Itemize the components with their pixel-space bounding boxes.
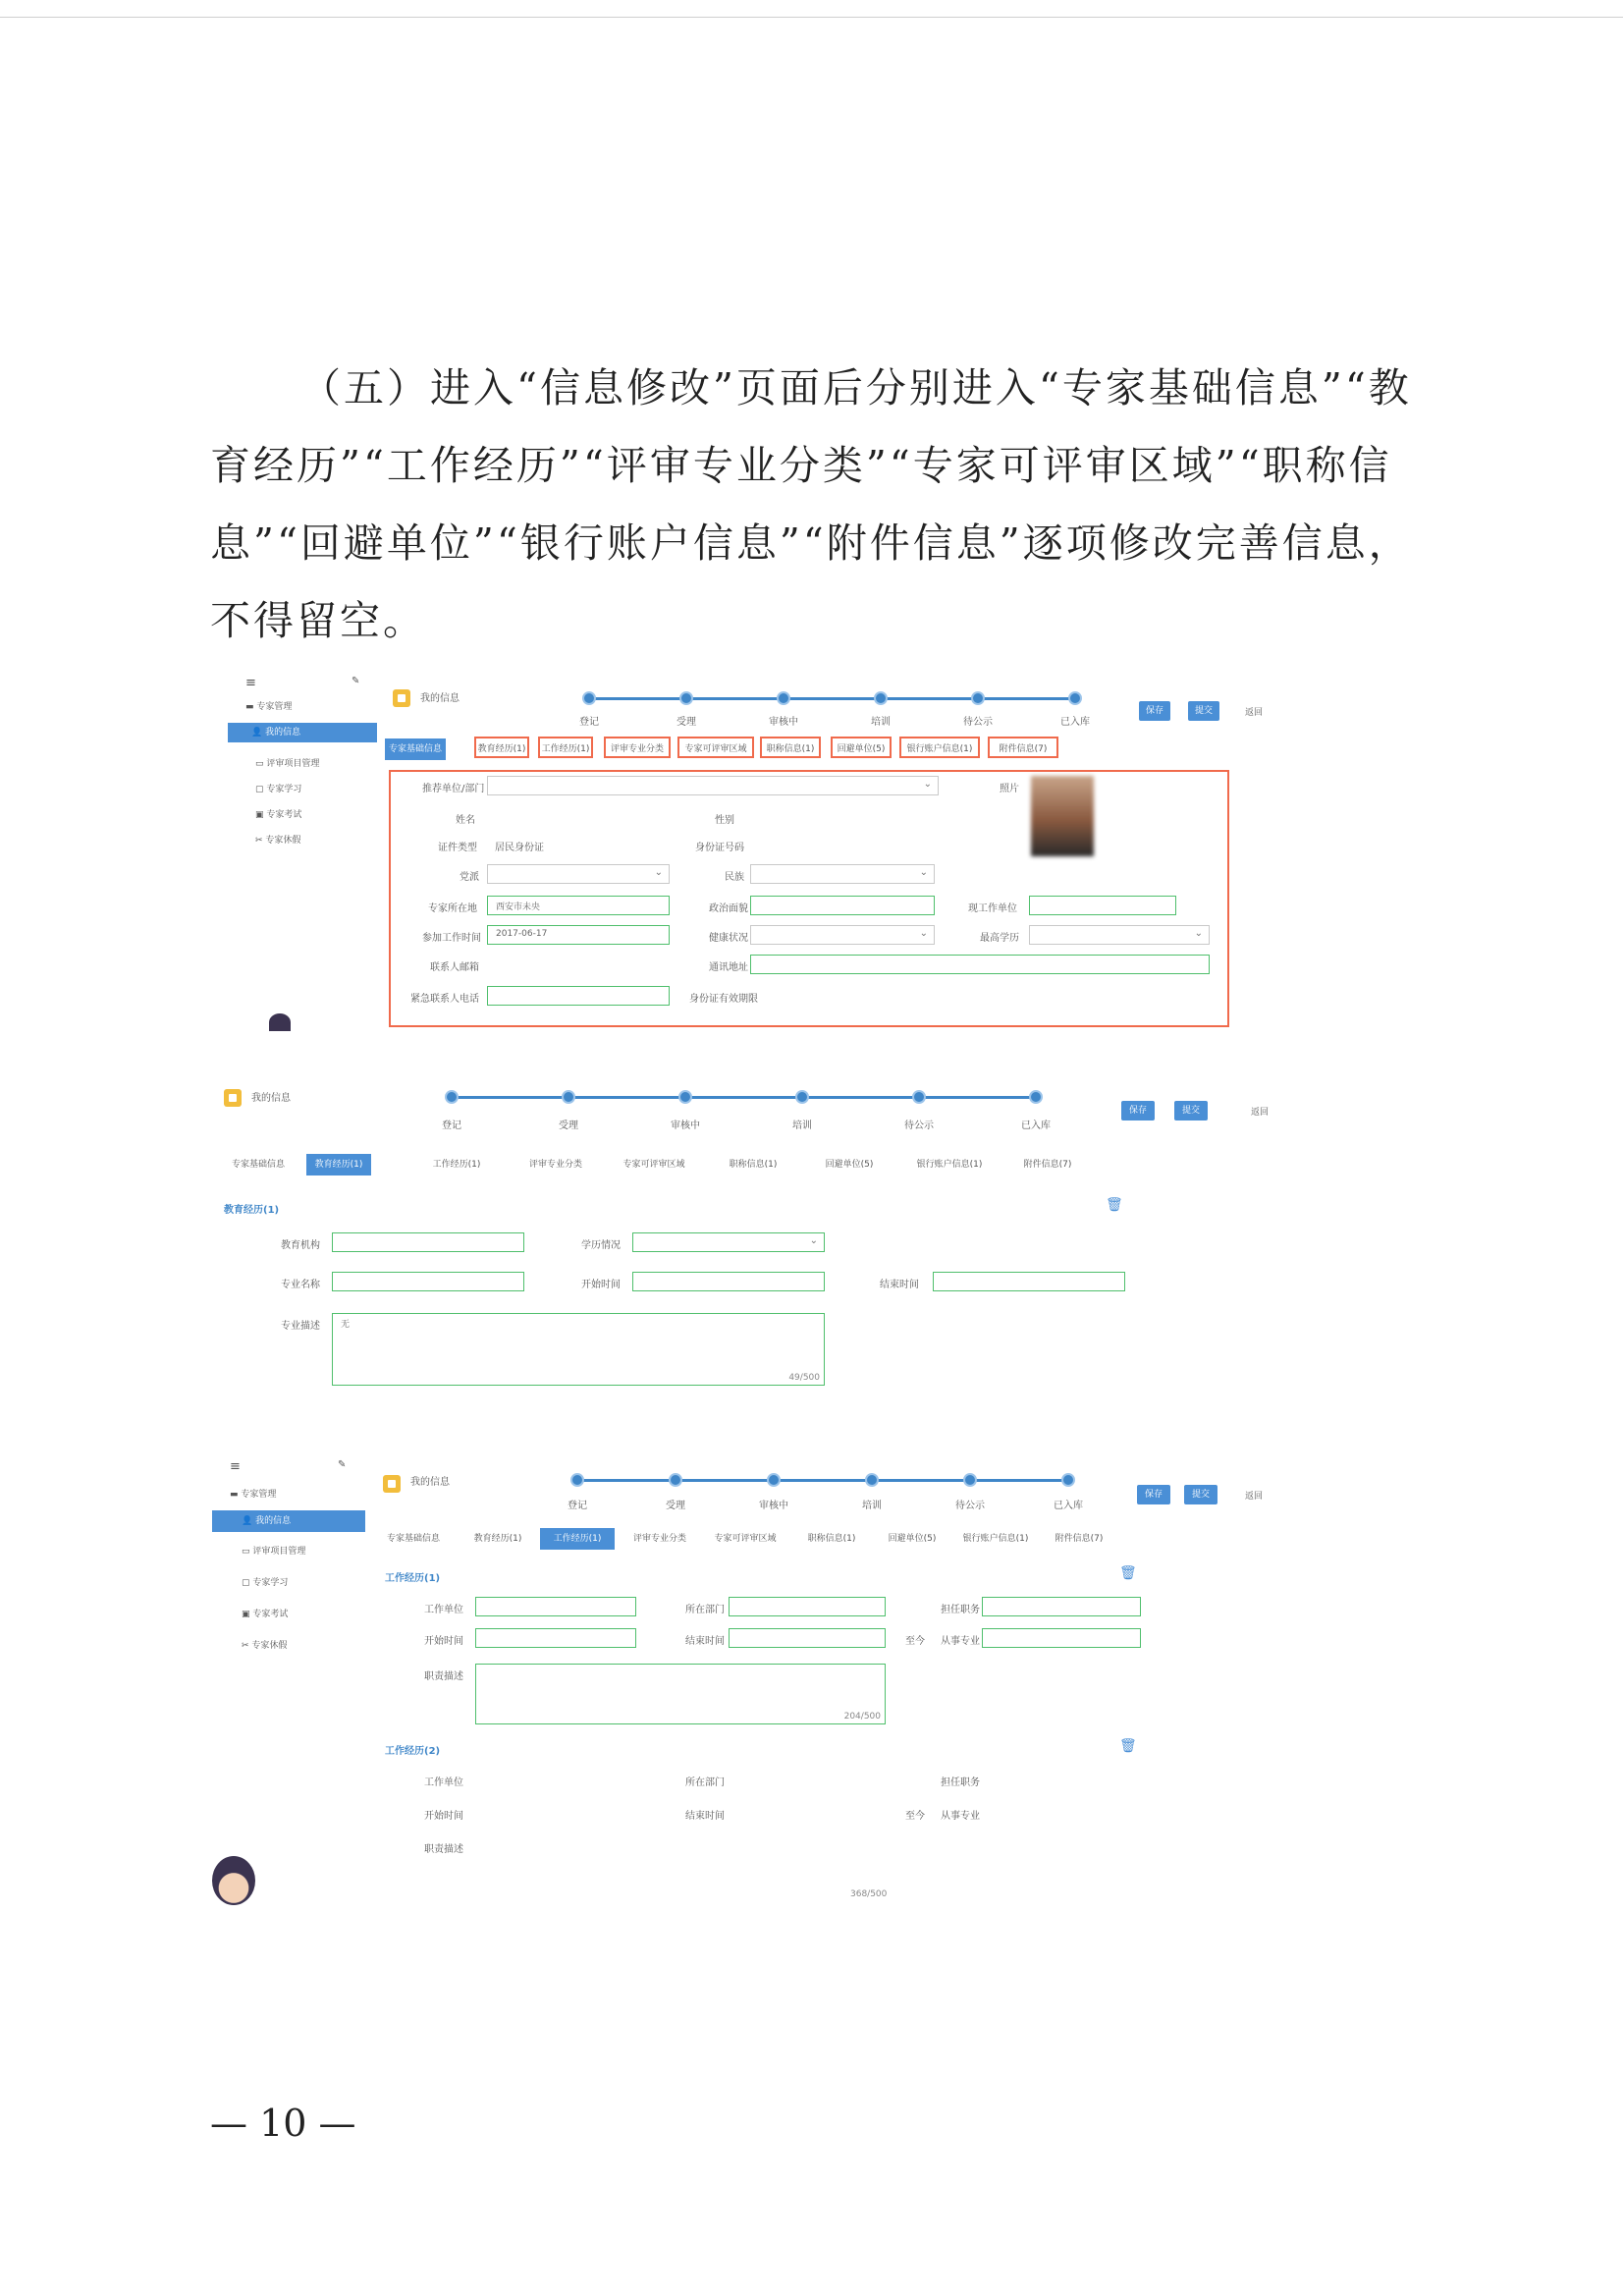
instruction-paragraph	[210, 350, 1428, 660]
submit-button[interactable]: 提交	[1184, 1485, 1217, 1504]
sidebar-item-study[interactable]: ▢ 专家学习	[255, 785, 302, 794]
screenshot-basic-info	[224, 668, 1274, 1031]
app-logo-icon	[224, 1089, 242, 1107]
step-label: 审核中	[759, 1501, 788, 1511]
save-button[interactable]: 保存	[1121, 1101, 1155, 1121]
tab-review-category[interactable]: 评审专业分类	[604, 737, 671, 758]
label-start: 开始时间	[424, 1811, 463, 1822]
tab-attachments[interactable]: 附件信息(7)	[1055, 1534, 1104, 1544]
back-button[interactable]: 返回	[1245, 1492, 1264, 1502]
step-label: 受理	[676, 717, 696, 728]
screenshot-education	[224, 1075, 1274, 1390]
step-dot-3	[777, 691, 790, 705]
step-dot-5	[971, 691, 985, 705]
label-start: 开始时间	[424, 1636, 463, 1647]
page-number: — 10 —	[210, 2102, 356, 2145]
header-title: 我的信息	[251, 1093, 291, 1104]
progress-track	[589, 697, 1077, 700]
step-label: 已入库	[1060, 717, 1090, 728]
tab-review-area[interactable]: 专家可评审区域	[677, 737, 754, 758]
sidebar-item-my-info[interactable]: 👤 我的信息	[212, 1510, 365, 1532]
label-id-type: 证件类型	[438, 843, 477, 853]
label-start: 开始时间	[581, 1280, 621, 1290]
label-end: 结束时间	[685, 1811, 725, 1822]
label-email: 联系人邮箱	[430, 962, 479, 973]
tab-bank-account[interactable]: 银行账户信息(1)	[916, 1160, 983, 1170]
degree-select[interactable]	[632, 1232, 825, 1252]
step-label: 待公示	[955, 1501, 985, 1511]
tab-basic-info[interactable]: 专家基础信息	[386, 1534, 440, 1544]
label-photo: 照片	[1000, 784, 1019, 794]
label-work-unit: 现工作单位	[968, 903, 1017, 914]
sidebar-item-vacation[interactable]: ✂ 专家休假	[255, 836, 301, 846]
nation-select[interactable]	[750, 864, 935, 884]
step-label: 受理	[666, 1501, 685, 1511]
tab-review-area[interactable]: 专家可评审区域	[622, 1160, 685, 1170]
step-dot-4	[795, 1090, 809, 1104]
trash-icon[interactable]: 🗑	[1119, 1565, 1137, 1581]
step-dot-3	[678, 1090, 692, 1104]
menu-icon[interactable]: ≡	[245, 676, 256, 690]
step-label: 审核中	[769, 717, 798, 728]
start-date-input[interactable]	[475, 1628, 636, 1648]
tab-bank-account[interactable]: 银行账户信息(1)	[899, 737, 980, 758]
tab-bank-account[interactable]: 银行账户信息(1)	[962, 1534, 1029, 1544]
header-title: 我的信息	[420, 693, 460, 704]
step-label: 已入库	[1021, 1121, 1051, 1131]
tab-basic-info[interactable]: 专家基础信息	[385, 738, 446, 760]
step-label: 登记	[568, 1501, 587, 1511]
step-label: 受理	[559, 1121, 578, 1131]
back-button[interactable]: 返回	[1245, 708, 1264, 718]
menu-icon[interactable]: ≡	[230, 1459, 241, 1474]
label-duty: 职责描述	[424, 1844, 463, 1855]
chevron-down-icon: ⌄	[923, 779, 932, 790]
address-input[interactable]	[750, 955, 1210, 974]
paragraph-text: （五）进入“信息修改”页面后分别进入“专家基础信息”“教育经历”“工作经历”“评审专业分类”“专家可评审区域”“职称信息”“回避单位”“银行账户信息”“附件信息”逐项修改完善信息，不得留空。	[210, 364, 1412, 644]
step-dot-2	[669, 1473, 682, 1487]
step-dot-1	[582, 691, 596, 705]
tab-work[interactable]: 工作经历(1)	[540, 1528, 615, 1550]
label-address: 通讯地址	[709, 962, 748, 973]
step-dot-2	[679, 691, 693, 705]
label-to-present: 至今	[905, 1636, 925, 1647]
label-health: 健康状况	[709, 933, 748, 944]
label-name: 姓名	[456, 815, 475, 826]
label-area: 专家所在地	[428, 903, 477, 914]
tab-review-area[interactable]: 专家可评审区域	[714, 1534, 777, 1544]
sidebar-group-expert-management[interactable]: ▬ 专家管理	[230, 1490, 277, 1500]
label-duty: 职责描述	[424, 1671, 463, 1682]
avatar-mascot[interactable]	[269, 1013, 291, 1031]
label-profession: 从事专业	[941, 1811, 980, 1822]
step-dot-6	[1029, 1090, 1043, 1104]
app-logo-icon	[393, 689, 410, 707]
progress-track	[452, 1096, 1037, 1099]
label-id-number: 身份证号码	[695, 843, 744, 853]
step-label: 登记	[442, 1121, 461, 1131]
header-title: 我的信息	[410, 1477, 450, 1488]
label-unit: 工作单位	[424, 1605, 463, 1615]
label-unit: 工作单位	[424, 1777, 463, 1788]
save-button[interactable]: 保存	[1139, 701, 1170, 721]
tab-attachments[interactable]: 附件信息(7)	[1023, 1160, 1072, 1170]
tab-education[interactable]: 教育经历(1)	[306, 1154, 371, 1175]
step-label: 培训	[862, 1501, 882, 1511]
save-button[interactable]: 保存	[1137, 1485, 1170, 1504]
dept-input[interactable]	[729, 1597, 886, 1616]
tab-review-category[interactable]: 评审专业分类	[528, 1160, 582, 1170]
tab-title-info[interactable]: 职称信息(1)	[807, 1534, 856, 1544]
health-select[interactable]	[750, 925, 935, 945]
chevron-down-icon: ⌄	[654, 867, 663, 878]
app-logo-icon	[383, 1475, 401, 1493]
screenshot-work-experience	[210, 1453, 1271, 1915]
sidebar-item-review-projects[interactable]: ▭ 评审项目管理	[255, 759, 320, 769]
section-title: 工作经历(2)	[385, 1746, 441, 1757]
label-dept: 所在部门	[685, 1605, 725, 1615]
trash-icon[interactable]: 🗑	[1106, 1197, 1123, 1213]
tab-avoid-units[interactable]: 回避单位(5)	[888, 1534, 937, 1544]
chevron-down-icon: ⌄	[809, 1235, 818, 1246]
step-label: 登记	[579, 717, 599, 728]
step-dot-1	[445, 1090, 459, 1104]
submit-button[interactable]: 提交	[1188, 701, 1219, 721]
trash-icon[interactable]: 🗑	[1119, 1738, 1137, 1754]
char-counter: 49/500	[788, 1373, 820, 1383]
tab-avoid-units[interactable]: 回避单位(5)	[831, 737, 892, 758]
desc-textarea[interactable]: 无 49/500	[332, 1313, 825, 1386]
profile-photo[interactable]	[1031, 776, 1094, 856]
work-unit-input[interactable]	[1029, 896, 1176, 915]
step-dot-1	[570, 1473, 584, 1487]
tab-work[interactable]: 工作经历(1)	[538, 737, 593, 758]
char-counter: 368/500	[850, 1889, 888, 1899]
education-select[interactable]	[1029, 925, 1210, 945]
label-id-valid: 身份证有效期限	[689, 994, 758, 1005]
step-dot-6	[1068, 691, 1082, 705]
tab-title-info[interactable]: 职称信息(1)	[729, 1160, 778, 1170]
step-dot-2	[562, 1090, 575, 1104]
step-label: 审核中	[671, 1121, 700, 1131]
label-party: 党派	[460, 872, 479, 883]
chevron-down-icon: ⌄	[919, 867, 928, 878]
chevron-down-icon: ⌄	[919, 928, 928, 939]
major-input[interactable]	[332, 1272, 524, 1291]
label-end: 结束时间	[685, 1636, 725, 1647]
label-school: 教育机构	[281, 1240, 320, 1251]
label-emergency: 紧急联系人电话	[410, 994, 479, 1005]
start-date-input[interactable]	[632, 1272, 825, 1291]
label-post: 担任职务	[941, 1777, 980, 1788]
label-political: 政治面貌	[709, 903, 748, 914]
label-to-present: 至今	[905, 1811, 925, 1822]
label-post: 担任职务	[941, 1605, 980, 1615]
submit-button[interactable]: 提交	[1174, 1101, 1208, 1121]
step-dot-3	[767, 1473, 781, 1487]
label-end: 结束时间	[880, 1280, 919, 1290]
page-top-rule	[0, 17, 1623, 18]
step-dot-4	[865, 1473, 879, 1487]
school-input[interactable]	[332, 1232, 524, 1252]
sidebar-item-my-info[interactable]: 👤 我的信息	[228, 723, 377, 742]
section-title: 工作经历(1)	[385, 1573, 441, 1584]
label-dept: 所在部门	[685, 1777, 725, 1788]
tab-basic-info[interactable]: 专家基础信息	[231, 1160, 285, 1170]
progress-track	[577, 1479, 1068, 1482]
emergency-input[interactable]	[487, 986, 670, 1006]
label-gender: 性别	[715, 815, 734, 826]
sidebar-item-exam[interactable]: ▣ 专家考试	[242, 1610, 289, 1619]
step-dot-6	[1061, 1473, 1075, 1487]
label-nation: 民族	[725, 872, 744, 883]
label-dept: 推荐单位/部门	[422, 784, 485, 794]
tab-review-category[interactable]: 评审专业分类	[632, 1534, 686, 1544]
step-dot-5	[963, 1473, 977, 1487]
pin-icon[interactable]: ✎	[352, 676, 360, 686]
id-type-value: 居民身份证	[495, 843, 544, 853]
label-profession: 从事专业	[941, 1636, 980, 1647]
step-label: 待公示	[963, 717, 993, 728]
profession-input[interactable]	[982, 1628, 1141, 1648]
step-label: 待公示	[904, 1121, 934, 1131]
sidebar-item-vacation[interactable]: ✂ 专家休假	[242, 1641, 288, 1651]
sidebar-item-study[interactable]: ▢ 专家学习	[242, 1578, 289, 1588]
tab-title-info[interactable]: 职称信息(1)	[760, 737, 821, 758]
section-title: 教育经历(1)	[224, 1205, 280, 1216]
avatar-mascot[interactable]	[212, 1856, 255, 1905]
step-label: 培训	[871, 717, 891, 728]
end-date-input[interactable]	[729, 1628, 886, 1648]
label-major: 专业名称	[281, 1280, 320, 1290]
post-input[interactable]	[982, 1597, 1141, 1616]
party-select[interactable]	[487, 864, 670, 884]
sidebar-item-review-projects[interactable]: ▭ 评审项目管理	[242, 1547, 306, 1557]
label-education: 最高学历	[980, 933, 1019, 944]
step-label: 已入库	[1054, 1501, 1083, 1511]
start-work-input[interactable]: 2017-06-17	[487, 925, 670, 945]
step-label: 培训	[792, 1121, 812, 1131]
end-date-input[interactable]	[933, 1272, 1125, 1291]
sidebar-item-exam[interactable]: ▣ 专家考试	[255, 810, 302, 820]
sidebar-group-expert-management[interactable]: ▬ 专家管理	[245, 702, 293, 712]
duty-textarea[interactable]	[475, 1664, 886, 1724]
area-input[interactable]: 西安市未央	[487, 896, 670, 915]
political-input[interactable]	[750, 896, 935, 915]
tab-education[interactable]: 教育经历(1)	[474, 737, 529, 758]
unit-input[interactable]	[475, 1597, 636, 1616]
char-counter: 204/500	[843, 1712, 881, 1722]
tab-work[interactable]: 工作经历(1)	[432, 1160, 481, 1170]
tab-education[interactable]: 教育经历(1)	[473, 1534, 522, 1544]
step-dot-5	[912, 1090, 926, 1104]
label-start-work: 参加工作时间	[422, 933, 481, 944]
label-desc: 专业描述	[281, 1321, 320, 1332]
tab-attachments[interactable]: 附件信息(7)	[988, 737, 1058, 758]
tab-avoid-units[interactable]: 回避单位(5)	[825, 1160, 874, 1170]
dept-select[interactable]	[487, 776, 939, 795]
back-button[interactable]: 返回	[1251, 1108, 1270, 1118]
step-dot-4	[874, 691, 888, 705]
chevron-down-icon: ⌄	[1194, 928, 1203, 939]
pin-icon[interactable]: ✎	[338, 1459, 347, 1470]
label-degree: 学历情况	[581, 1240, 621, 1251]
